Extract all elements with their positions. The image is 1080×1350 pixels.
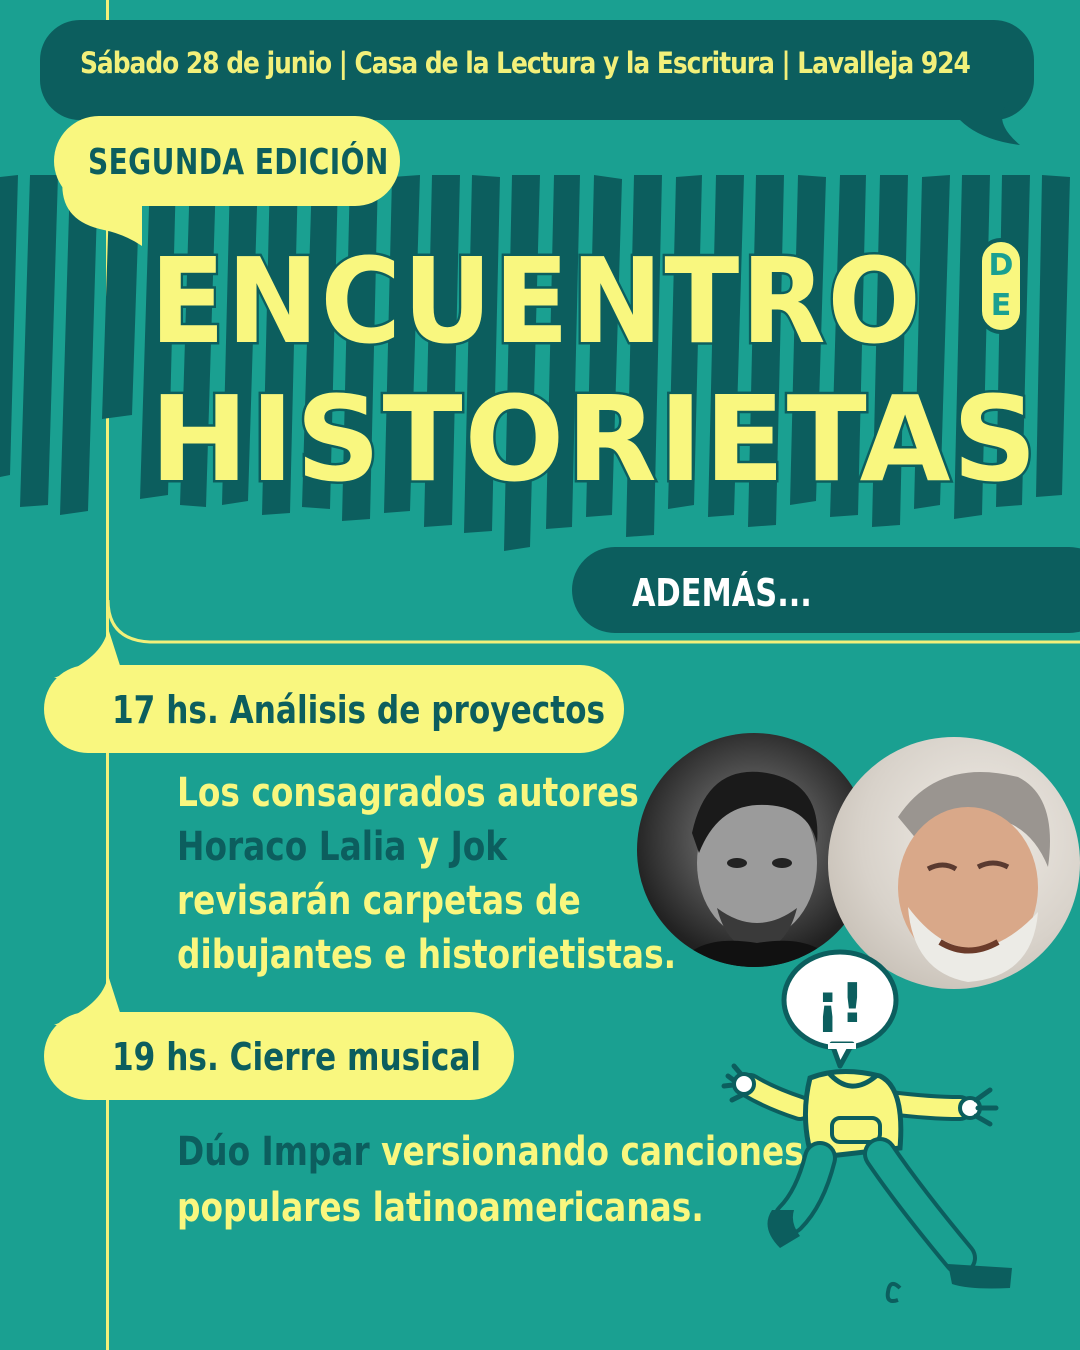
band-duo-impar: Dúo Impar bbox=[177, 1129, 370, 1175]
title-line-1: ENCUENTRO bbox=[150, 232, 923, 370]
author-horaco-lalia: Horaco Lalia bbox=[177, 824, 407, 870]
event-1-desc-line-4: dibujantes e historietistas. bbox=[177, 932, 677, 978]
event-2-desc-line-2: populares latinoamericanas. bbox=[177, 1185, 704, 1231]
event-1-desc-line-2 bbox=[177, 820, 676, 874]
event-2-desc-rest: versionando canciones bbox=[369, 1129, 804, 1175]
event-2-description bbox=[177, 1124, 804, 1236]
event-2-time-title: 19 hs. Cierre musical bbox=[112, 1035, 482, 1079]
title-line-2: HISTORIETAS bbox=[150, 370, 1040, 508]
event-2-pill-tail bbox=[54, 975, 124, 1025]
ademas-label: ADEMÁS... bbox=[632, 571, 812, 615]
event-1-description bbox=[177, 766, 676, 982]
event-2-desc-line-1 bbox=[177, 1124, 804, 1180]
header-bubble-tail bbox=[950, 100, 1020, 150]
de-badge bbox=[978, 238, 1024, 334]
author-connector: y bbox=[406, 824, 451, 870]
author-jok: Jok bbox=[450, 824, 508, 870]
event-1-pill-tail bbox=[54, 628, 124, 678]
running-character-illustration bbox=[720, 948, 1040, 1328]
edition-label: SEGUNDA EDICIÓN bbox=[88, 142, 389, 183]
event-info: Sábado 28 de junio | Casa de la Lectura y la Escritura | Lavalleja 924 bbox=[80, 46, 970, 80]
event-1-time-title: 17 hs. Análisis de proyectos bbox=[112, 688, 606, 732]
speech-symbol: ¡! bbox=[815, 972, 865, 1035]
de-letter-d: D bbox=[988, 248, 1014, 283]
event-1-desc-line-1: Los consagrados autores bbox=[177, 770, 639, 816]
event-1-desc-line-3: revisarán carpetas de bbox=[177, 878, 581, 924]
de-letter-e: E bbox=[990, 288, 1012, 323]
